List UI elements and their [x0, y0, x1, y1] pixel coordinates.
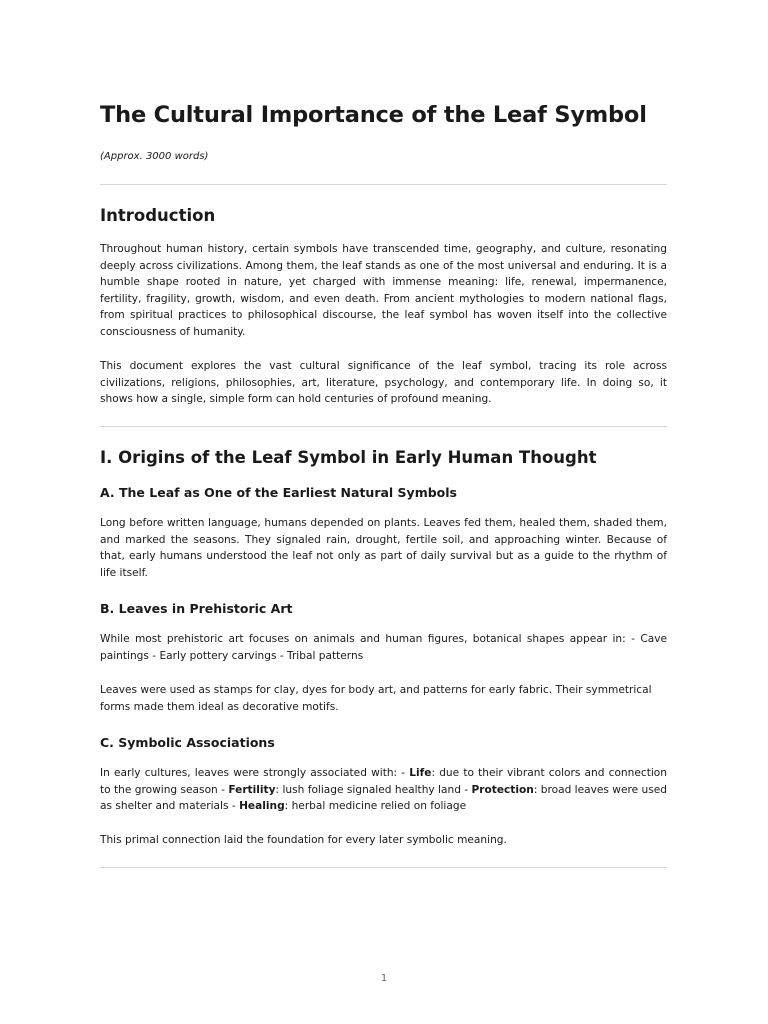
divider	[100, 867, 667, 868]
word-count-note: (Approx. 3000 words)	[100, 151, 209, 162]
intro-paragraph-1: Throughout human history, certain symbols have transcended time, geography, and culture, resonating deeply across civilizations. Among them, the leaf stands as one of the most universal and enduring. It is a humble shape rooted in nature, yet charged with immense meaning: life, renewal, impermanence, fertility, fragility, growth, wisdom, and even death. From ancient mythologies to modern national flags, from spiritual practices to philosophical discourse, the leaf symbol has woven itself into the collective consciousness of humanity.	[100, 243, 667, 338]
fertility-description: : lush foliage signaled healthy land -	[275, 783, 472, 796]
term-life: Life	[409, 767, 432, 779]
document-title: The Cultural Importance of the Leaf Symbol	[100, 102, 647, 128]
divider	[100, 184, 667, 185]
term-fertility: Fertility	[228, 783, 276, 796]
life-description: : due to their vibrant colors and connection to the growing season -	[100, 767, 667, 796]
protection-description: : broad leaves were used as shelter and materials -	[100, 783, 667, 813]
subsection-b-heading: B. Leaves in Prehistoric Art	[100, 601, 293, 616]
subsection-a-paragraph: Long before written language, humans depended on plants. Leaves fed them, healed them, shaded them, and marked the seasons. They signaled rain, drought, fertile soil, and approaching winter. Because of that, early humans understood the leaf not only as part of daily survival but as a guide to the rhythm of life itself.	[100, 517, 667, 579]
subsection-b-paragraph-1: While most prehistoric art focuses on animals and human figures, botanical shapes appear in: - Cave paintings - Early pottery carvings - Tribal patterns	[100, 633, 667, 662]
healing-description: : herbal medicine relied on foliage	[284, 800, 467, 813]
divider	[100, 426, 667, 427]
section-1-heading: I. Origins of the Leaf Symbol in Early Human Thought	[100, 448, 597, 467]
page-number: 1	[380, 973, 388, 984]
term-healing: Healing	[239, 800, 285, 813]
intro-heading: Introduction	[100, 206, 216, 225]
subsection-a-heading: A. The Leaf as One of the Earliest Natural Symbols	[100, 485, 457, 500]
subsection-c-paragraph-1	[100, 765, 667, 815]
associations-intro: In early cultures, leaves were strongly associated with: -	[100, 767, 410, 779]
subsection-b-paragraph-2: Leaves were used as stamps for clay, dyes for body art, and patterns for early fabric. Their symmetrical forms made them ideal as decorative motifs.	[100, 684, 652, 713]
subsection-c-heading: C. Symbolic Associations	[100, 735, 275, 750]
intro-paragraph-2: This document explores the vast cultural significance of the leaf symbol, tracing its role across civilizations, religions, philosophies, art, literature, psychology, and contemporary life. In doing so, it shows how a single, simple form can hold centuries of profound meaning.	[100, 360, 667, 406]
term-protection: Protection	[471, 783, 534, 796]
subsection-c-paragraph-2: This primal connection laid the foundation for every later symbolic meaning.	[100, 834, 507, 846]
